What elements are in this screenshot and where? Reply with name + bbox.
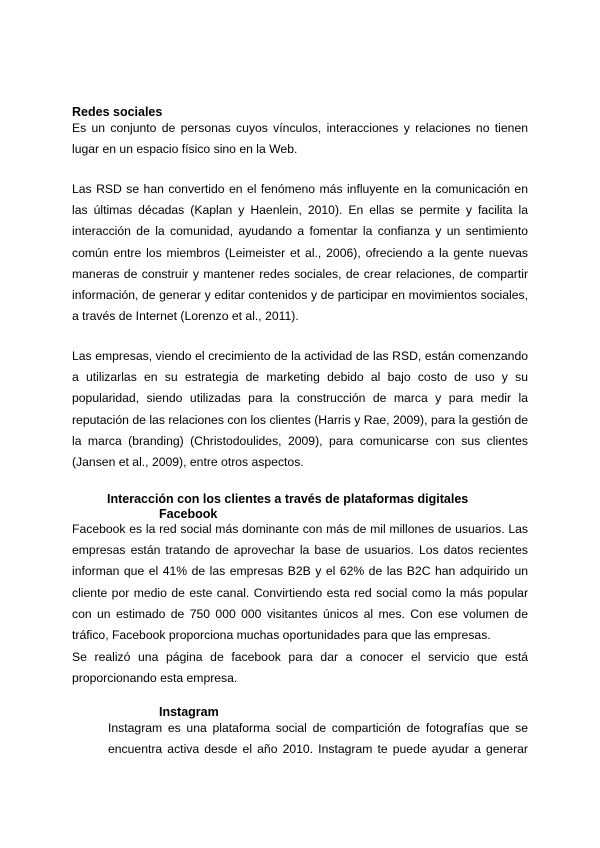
heading-interaccion-clientes: Interacción con los clientes a través de plataformas digitales bbox=[107, 492, 469, 506]
heading-instagram: Instagram bbox=[159, 705, 219, 719]
paragraph-empresas-rsd: Las empresas, viendo el crecimiento de la actividad de las RSD, están comenzando a utilizarlas en su estrategia de marketing debido al bajo costo de uso y su popularidad, siendo utilizadas para la construcción de marca y para medir la reputación de las relaciones con los clientes (Harris y Rae, 2009), para la gestión de la marca (branding) (Christodoulides, 2009), para comunicarse con sus clientes (Jansen et al., 2009), entre otros aspectos. bbox=[72, 349, 528, 470]
paragraph-rsd-fenomeno: Las RSD se han convertido en el fenómeno más influyente en la comunicación en las últimas décadas (Kaplan y Haenlein, 2010). En ellas se permite y facilita la interacción de la comunidad, ayudando a fomentar la confianza y un sentimiento común entre los miembros (Leimeister et al., 2006), ofreciendo a la gente nuevas maneras de construir y mantener redes sociales, de crear relaciones, de compartir información, de generar y editar contenidos y de participar en movimientos sociales, a través de Internet (Lorenzo et al., 2011). bbox=[72, 182, 528, 324]
paragraph-facebook-pagina: Se realizó una página de facebook para dar a conocer el servicio que está proporcionando esta empresa. bbox=[72, 650, 528, 686]
heading-redes-sociales: Redes sociales bbox=[72, 105, 163, 119]
paragraph-redes-definicion: Es un conjunto de personas cuyos vínculos, interacciones y relaciones no tienen lugar en un espacio físico sino en la Web. bbox=[72, 121, 528, 157]
heading-facebook: Facebook bbox=[159, 507, 218, 521]
paragraph-instagram-descripcion: Instagram es una plataforma social de compartición de fotografías que se encuentra activa desde el año 2010. Instagram te puede ayudar a generar bbox=[108, 721, 528, 757]
paragraph-facebook-descripcion: Facebook es la red social más dominante con más de mil millones de usuarios. Las empresas están tratando de aprovechar la base de usuarios. Los datos recientes informan que el 41% de las empresas B2B y el 62% de las B2C han adquirido un cliente por medio de este canal. Convirtiendo esta red social como la más popular con un estimado de 750 000 000 visitantes únicos al mes. Con ese volumen de tráfico, Facebook proporciona muchas oportunidades para que las empresas. bbox=[72, 522, 528, 643]
